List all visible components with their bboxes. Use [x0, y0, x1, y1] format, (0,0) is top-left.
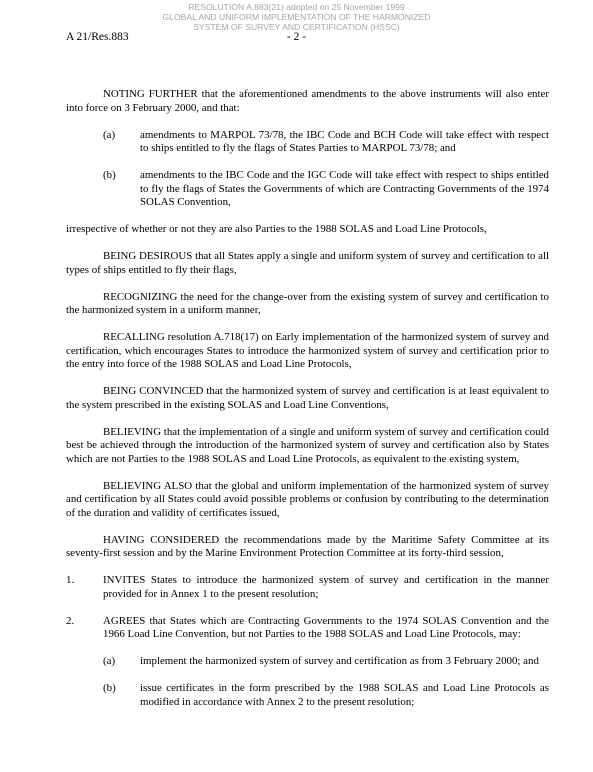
- item-label: (a): [103, 655, 116, 667]
- operative-paragraph-1: [66, 574, 549, 601]
- paragraph-having-considered: HAVING CONSIDERED the recommendations made by the Maritime Safety Committee at its seventy-first session and by the Marine Environment Protection Committee at its forty-third session,: [66, 533, 549, 559]
- list-item: [66, 682, 549, 709]
- watermark-line: RESOLUTION A.883(21) adopted on 25 November 1999: [188, 2, 405, 12]
- document-body: [66, 88, 549, 723]
- operative-paragraph-2: [66, 615, 549, 642]
- paragraph-text: INVITES States to introduce the harmonized system of survey and certification in the manner provided for in Annex 1 to the present resolution;: [103, 574, 549, 600]
- paragraph-believing: BELIEVING that the implementation of a single and uniform system of survey and certification could best be achieved through the introduction of the harmonized system of survey and certification also by States which are not Parties to the 1988 SOLAS and Load Line Protocols, as equivalent to the existing system,: [66, 425, 549, 465]
- paragraph-number: 1.: [66, 574, 75, 586]
- paragraph-irrespective: irrespective of whether or not they are also Parties to the 1988 SOLAS and Load Line Protocols,: [66, 223, 487, 235]
- paragraph-recognizing: RECOGNIZING the need for the change-over from the existing system of survey and certification to the harmonized system in a uniform manner,: [66, 290, 549, 316]
- list-item: [66, 169, 549, 210]
- item-text: implement the harmonized system of survey and certification as from 3 February 2000; and: [140, 655, 539, 667]
- item-text: amendments to the IBC Code and the IGC Code will take effect with respect to ships entitled to fly the flags of States the Governments of which are Contracting Governments of the 1974 SOLAS Convention,: [140, 169, 549, 208]
- item-label: (a): [103, 128, 116, 141]
- list-item: [66, 129, 549, 156]
- watermark-line: GLOBAL AND UNIFORM IMPLEMENTATION OF THE HARMONIZED: [162, 12, 431, 22]
- page-number: - 2 -: [286, 31, 307, 43]
- item-label: (b): [103, 169, 116, 181]
- paragraph-being-convinced: BEING CONVINCED that the harmonized system of survey and certification is at least equivalent to the system prescribed in the existing SOLAS and Load Line Conventions,: [66, 385, 549, 411]
- item-label: (b): [103, 682, 116, 694]
- watermark-line: SYSTEM OF SURVEY AND CERTIFICATION (HSSC): [193, 22, 400, 32]
- paragraph-being-desirous: BEING DESIROUS that all States apply a single and uniform system of survey and certification to all types of ships entitled to fly their flags,: [66, 250, 549, 276]
- list-item: [66, 655, 549, 669]
- item-text: amendments to MARPOL 73/78, the IBC Code and BCH Code will take effect with respect to ships entitled to fly the flags of States Parties to MARPOL 73/78; and: [140, 128, 549, 154]
- paragraph-believing-also: BELIEVING ALSO that the global and uniform implementation of the harmonized system of survey and certification by all States could avoid possible problems or confusion by contributing to the determination of the duration and validity of certificates issued,: [66, 479, 549, 519]
- item-text: issue certificates in the form prescribed by the 1988 SOLAS and Load Line Protocols as modified in accordance with Annex 2 to the present resolution;: [140, 682, 549, 708]
- paragraph-text: AGREES that States which are Contracting Governments to the 1974 SOLAS Convention and the 1966 Load Line Convention, but not Parties to the 1988 SOLAS and Load Line Protocols, may:: [103, 614, 549, 640]
- document-reference: A 21/Res.883: [66, 31, 129, 43]
- paragraph-recalling: RECALLING resolution A.718(17) on Early implementation of the harmonized system of survey and certification, which encourages States to introduce the harmonized system of survey and certification prior to the entry into force of the 1988 SOLAS and Load Line Protocols,: [66, 331, 549, 370]
- paragraph-number: 2.: [66, 614, 75, 627]
- watermark-header: [0, 2, 593, 32]
- paragraph-noting-further: NOTING FURTHER that the aforementioned amendments to the above instruments will also enter into force on 3 February 2000, and that:: [66, 88, 549, 114]
